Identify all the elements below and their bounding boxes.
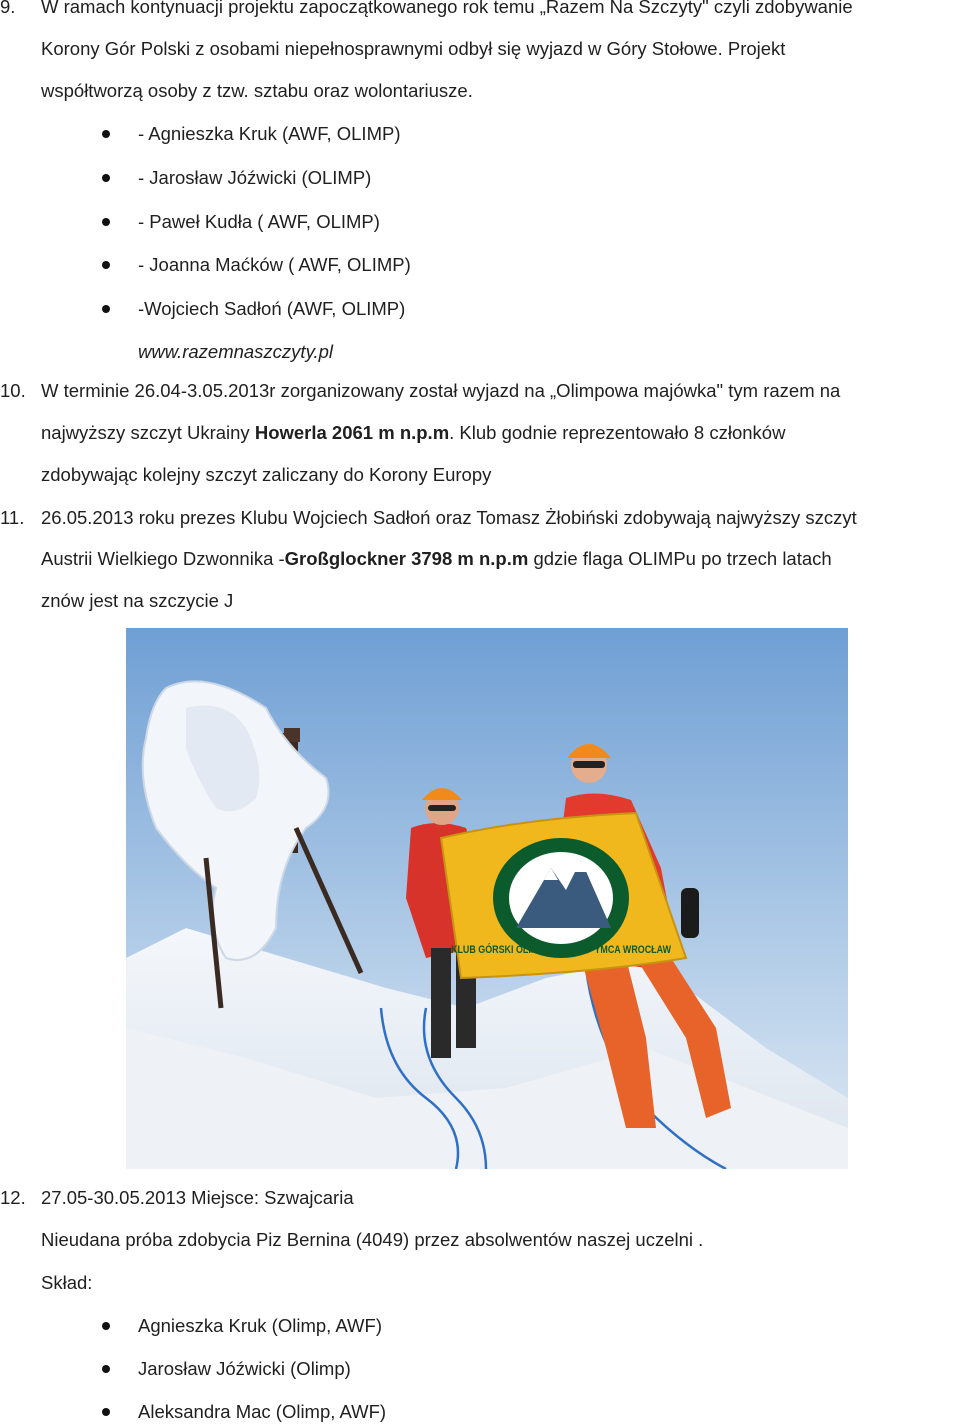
bullet-icon: [102, 1322, 110, 1330]
item-9-number: 9.: [0, 0, 16, 17]
member-item: Agnieszka Kruk (Olimp, AWF): [138, 1315, 382, 1336]
item-12-text-line-3: Skład:: [41, 1272, 93, 1293]
participant-item: - Jarosław Jóźwicki (OLIMP): [138, 167, 372, 188]
item-12-text-line-2: Nieudana próba zdobycia Piz Bernina (4049) przez absolwentów naszej uczelni .: [41, 1229, 704, 1250]
project-link[interactable]: www.razemnaszczyty.pl: [138, 341, 333, 362]
item-12-text-line-1: 27.05-30.05.2013 Miejsce: Szwajcaria: [41, 1187, 354, 1208]
bullet-icon: [102, 130, 110, 138]
grossglockner-peak: Großglockner 3798 m n.p.m: [284, 548, 529, 569]
howerla-peak: Howerla 2061 m n.p.m: [254, 422, 450, 443]
bullet-icon: [102, 305, 110, 313]
item-11-number: 11.: [0, 507, 25, 528]
member-item: Aleksandra Mac (Olimp, AWF): [138, 1401, 387, 1422]
summit-photo: [126, 628, 848, 1169]
item-11-text-line-3: znów jest na szczycie J: [41, 590, 234, 611]
item-10-text-line-2: najwyższy szczyt Ukrainy Howerla 2061 m n.p.m. Klub godnie reprezentowało 8 członków: [41, 422, 786, 443]
bullet-icon: [102, 1408, 110, 1416]
bullet-icon: [102, 174, 110, 182]
item-11-text-line-2: Austrii Wielkiego Dzwonnika -Großglockner 3798 m n.p.m gdzie flaga OLIMPu po trzech latach: [41, 548, 832, 569]
item-9-text-line-2: Korony Gór Polski z osobami niepełnosprawnymi odbył się wyjazd w Góry Stołowe. Projekt: [41, 38, 786, 59]
bullet-icon: [102, 261, 110, 269]
bullet-icon: [102, 1365, 110, 1373]
participant-item: - Agnieszka Kruk (AWF, OLIMP): [138, 123, 401, 144]
participant-item: - Joanna Maćków ( AWF, OLIMP): [138, 254, 411, 275]
item-12-number: 12.: [0, 1187, 26, 1208]
participant-item: -Wojciech Sadłoń (AWF, OLIMP): [138, 298, 406, 319]
participant-item: - Paweł Kudła ( AWF, OLIMP): [138, 211, 380, 232]
item-10-number: 10.: [0, 380, 26, 401]
item-9-text-line-3: współtworzą osoby z tzw. sztabu oraz wolontariusze.: [41, 80, 473, 101]
item-10-text-line-3: zdobywając kolejny szczyt zaliczany do Korony Europy: [41, 464, 492, 485]
flag-label: KLUB GÓRSKI OLIMP PRZY AWF YMCA WROCŁAW: [451, 944, 723, 956]
bullet-icon: [102, 218, 110, 226]
member-item: Jarosław Jóźwicki (Olimp): [138, 1358, 351, 1379]
item-9-text-line-1: W ramach kontynuacji projektu zapoczątkowanego rok temu „Razem Na Szczyty" czyli zdobywanie: [41, 0, 853, 17]
item-10-text-line-1: W terminie 26.04-3.05.2013r zorganizowany został wyjazd na „Olimpowa majówka" tym razem na: [41, 380, 841, 401]
item-11-text-line-1: 26.05.2013 roku prezes Klubu Wojciech Sadłoń oraz Tomasz Żłobiński zdobywają najwyższy szczyt: [41, 507, 857, 528]
